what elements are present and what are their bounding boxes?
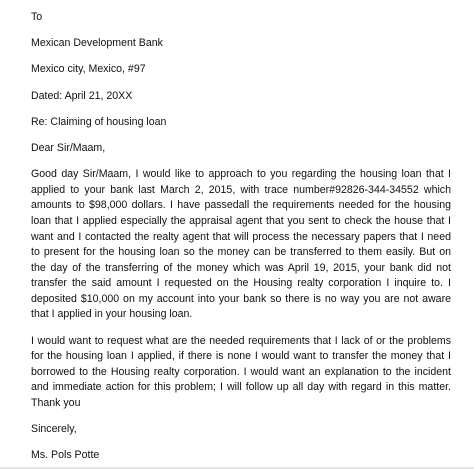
letter-document (31, 10, 451, 464)
to-line: To (31, 11, 43, 23)
salutation: Dear Sir/Maam, (31, 141, 106, 154)
recipient-name: Mexican Development Bank (31, 37, 163, 50)
signature-name: Ms. Pols Potte (31, 449, 100, 462)
body-paragraph-1: Good day Sir/Maam, I would like to approach to you regarding the housing loan that I applied to your bank last March 2, 2015, with trace number#92826-344-34552 which amounts to $98,000 dollars. I have passedall the requirements needed for the housing loan that I applied especially the appraisal agent that you sent to check the house that I want and I contacted the realty agent that will process the necessary papers that I need to present for the housing loan so the money can be transferred to them easily. But on the day of the transferring of the money which was April 19, 2015, your bank did not transfer the said amount I requested on the Housing realty corporation I inquire to. I deposited $10,000 on my account into your bank so there is no way you are not aware that I applied in your housing loan. (31, 168, 451, 321)
spacer (31, 104, 451, 115)
spacer (31, 52, 451, 63)
body-paragraph-2: I would want to request what are the needed requirements that I lack of or the problems for the housing loan I applied, if there is none I would want to transfer the money that I borrowed to the Housing realty corporation. I would want an explanation to the incident and immediate action for this problem; I will follow up all day with regard in this matter. Thank you (31, 334, 451, 410)
date-line: Dated: April 21, 20XX (31, 89, 133, 102)
spacer (31, 130, 451, 141)
spacer (31, 26, 451, 37)
closing: Sincerely, (31, 423, 77, 436)
spacer (31, 323, 451, 334)
recipient-address: Mexico city, Mexico, #97 (31, 63, 146, 76)
spacer (31, 78, 451, 89)
subject-line: Re: Claiming of housing loan (31, 115, 167, 128)
spacer (31, 157, 451, 168)
spacer (31, 438, 451, 449)
spacer (31, 412, 451, 423)
